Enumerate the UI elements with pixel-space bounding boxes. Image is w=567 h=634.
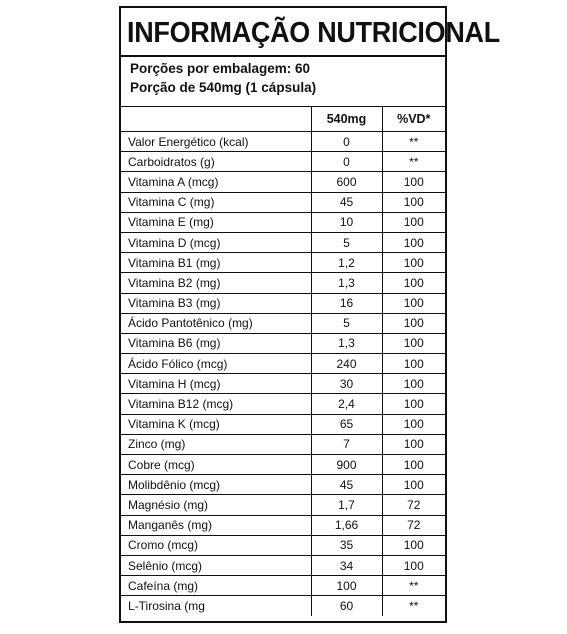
- table-row: [121, 293, 445, 313]
- table-row: [121, 414, 445, 434]
- nutrient-name: Vitamina B3 (mg): [121, 293, 311, 313]
- nutrient-amount: 1,66: [311, 515, 382, 535]
- nutrient-vd: 100: [382, 192, 445, 212]
- nutrient-amount: 34: [311, 555, 382, 575]
- nutrition-facts-label: [119, 6, 500, 623]
- nutrient-vd: **: [382, 152, 445, 172]
- nutrient-name: Zinco (mg): [121, 434, 311, 454]
- nutrient-vd: 100: [382, 273, 445, 293]
- nutrient-name: Carboidratos (g): [121, 152, 311, 172]
- table-header-row: [121, 107, 445, 132]
- nutrient-amount: 60: [311, 596, 382, 616]
- nutrient-name: Vitamina B12 (mcg): [121, 394, 311, 414]
- nutrient-vd: 100: [382, 555, 445, 575]
- table-row: [121, 515, 445, 535]
- nutrient-amount: 10: [311, 212, 382, 232]
- nutrient-amount: 16: [311, 293, 382, 313]
- nutrient-name: Cafeína (mg): [121, 576, 311, 596]
- nutrient-vd: 100: [382, 475, 445, 495]
- nutrient-amount: 0: [311, 132, 382, 152]
- nutrient-amount: 1,2: [311, 253, 382, 273]
- table-row: [121, 495, 445, 515]
- header-vd: %VD*: [382, 107, 445, 132]
- nutrient-name: Ácido Fólico (mcg): [121, 354, 311, 374]
- nutrient-vd: 72: [382, 495, 445, 515]
- table-row: [121, 555, 445, 575]
- nutrient-name: Valor Energético (kcal): [121, 132, 311, 152]
- nutrient-table: [121, 106, 445, 616]
- table-row: [121, 333, 445, 353]
- nutrient-vd: **: [382, 132, 445, 152]
- table-row: [121, 152, 445, 172]
- nutrient-amount: 65: [311, 414, 382, 434]
- nutrient-amount: 600: [311, 172, 382, 192]
- nutrient-name: Vitamina E (mg): [121, 212, 311, 232]
- nutrient-vd: 100: [382, 354, 445, 374]
- nutrient-name: Vitamina H (mcg): [121, 374, 311, 394]
- nutrient-name: Vitamina B2 (mg): [121, 273, 311, 293]
- table-row: [121, 455, 445, 475]
- nutrient-amount: 45: [311, 475, 382, 495]
- table-row: [121, 212, 445, 232]
- nutrient-amount: 5: [311, 313, 382, 333]
- nutrient-name: Ácido Pantotênico (mg): [121, 313, 311, 333]
- table-row: [121, 192, 445, 212]
- table-row: [121, 273, 445, 293]
- nutrient-name: L-Tirosina (mg: [121, 596, 311, 616]
- nutrient-vd: 100: [382, 374, 445, 394]
- nutrient-vd: 100: [382, 172, 445, 192]
- nutrient-vd: 100: [382, 313, 445, 333]
- nutrient-vd: **: [382, 596, 445, 616]
- nutrient-name: Selênio (mcg): [121, 555, 311, 575]
- header-nutrient: [121, 107, 311, 132]
- table-row: [121, 394, 445, 414]
- nutrient-vd: 100: [382, 414, 445, 434]
- nutrient-name: Magnésio (mg): [121, 495, 311, 515]
- nutrient-vd: 100: [382, 212, 445, 232]
- nutrient-amount: 100: [311, 576, 382, 596]
- nutrient-amount: 1,3: [311, 273, 382, 293]
- nutrient-vd: 100: [382, 394, 445, 414]
- nutrient-name: Vitamina B6 (mg): [121, 333, 311, 353]
- nutrient-name: Vitamina D (mcg): [121, 232, 311, 252]
- nutrient-vd: 100: [382, 232, 445, 252]
- nutrient-amount: 7: [311, 434, 382, 454]
- serving-info: [130, 59, 316, 97]
- nutrient-vd: **: [382, 576, 445, 596]
- table-row: [121, 232, 445, 252]
- nutrient-amount: 1,7: [311, 495, 382, 515]
- nutrient-amount: 0: [311, 152, 382, 172]
- label-title: INFORMAÇÃO NUTRICIONAL: [127, 17, 500, 49]
- table-row: [121, 354, 445, 374]
- table-row: [121, 253, 445, 273]
- table-row: [121, 535, 445, 555]
- table-row: [121, 434, 445, 454]
- nutrient-vd: 100: [382, 293, 445, 313]
- nutrient-name: Cromo (mcg): [121, 535, 311, 555]
- nutrient-vd: 100: [382, 535, 445, 555]
- nutrient-amount: 5: [311, 232, 382, 252]
- nutrient-amount: 45: [311, 192, 382, 212]
- table-row: [121, 132, 445, 152]
- nutrient-name: Manganês (mg): [121, 515, 311, 535]
- nutrient-name: Molibdênio (mcg): [121, 475, 311, 495]
- title-divider: [121, 55, 445, 57]
- nutrient-amount: 1,3: [311, 333, 382, 353]
- nutrient-vd: 100: [382, 253, 445, 273]
- nutrient-name: Cobre (mcg): [121, 455, 311, 475]
- nutrient-name: Vitamina C (mg): [121, 192, 311, 212]
- nutrient-amount: 35: [311, 535, 382, 555]
- nutrient-vd: 72: [382, 515, 445, 535]
- nutrient-vd: 100: [382, 333, 445, 353]
- table-row: [121, 475, 445, 495]
- table-row: [121, 172, 445, 192]
- nutrient-vd: 100: [382, 455, 445, 475]
- serving-size: Porção de 540mg (1 cápsula): [130, 80, 317, 95]
- table-row: [121, 313, 445, 333]
- nutrient-amount: 900: [311, 455, 382, 475]
- table-row: [121, 596, 445, 616]
- nutrient-name: Vitamina B1 (mg): [121, 253, 311, 273]
- nutrient-amount: 2,4: [311, 394, 382, 414]
- table-row: [121, 576, 445, 596]
- nutrient-rows: [121, 132, 445, 616]
- nutrient-vd: 100: [382, 434, 445, 454]
- nutrient-name: Vitamina A (mcg): [121, 172, 311, 192]
- header-amount: 540mg: [311, 107, 382, 132]
- nutrient-amount: 30: [311, 374, 382, 394]
- servings-per-package: Porções por embalagem: 60: [130, 61, 311, 76]
- nutrient-amount: 240: [311, 354, 382, 374]
- table-row: [121, 374, 445, 394]
- nutrient-name: Vitamina K (mcg): [121, 414, 311, 434]
